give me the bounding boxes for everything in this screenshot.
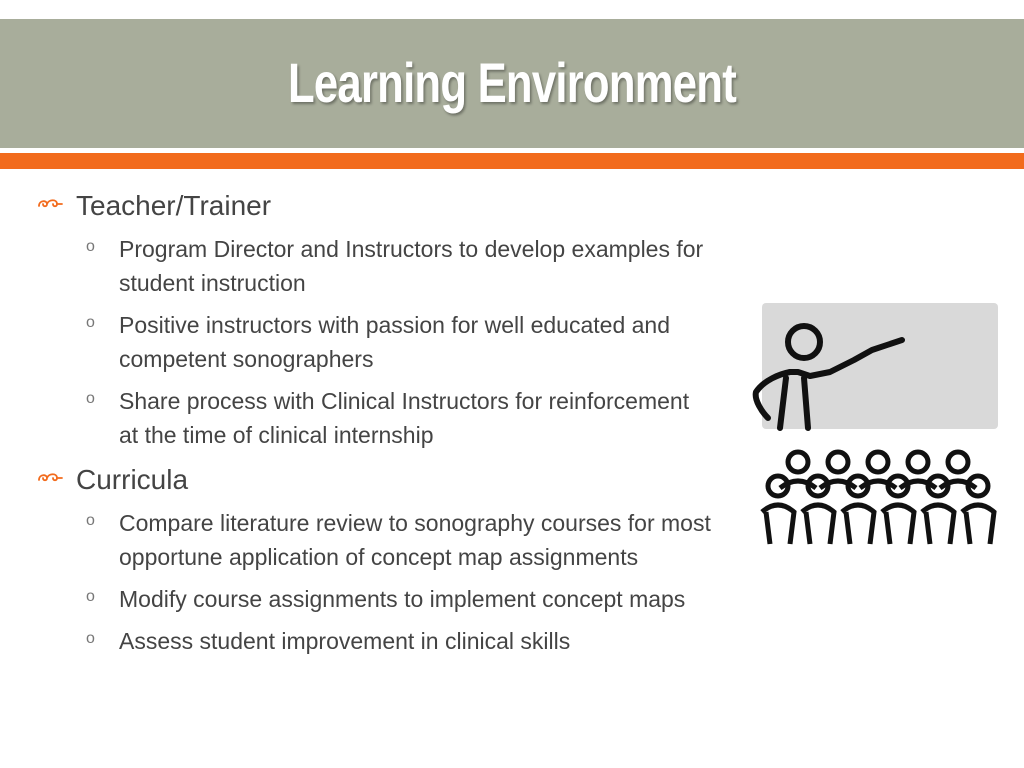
sub-bullet-marker: o xyxy=(86,512,95,529)
slide-body xyxy=(36,186,776,666)
list-item-text: Modify course assignments to implement concept maps xyxy=(119,586,686,612)
list-item-text: Assess student improvement in clinical skills xyxy=(119,628,571,654)
list-item-text: Compare literature review to sonography courses for most opportune application of concept map assignments xyxy=(119,510,711,570)
list-item xyxy=(36,308,776,376)
topic-curricula xyxy=(36,460,776,500)
sub-bullet-marker: o xyxy=(86,630,95,647)
list-item-text: Share process with Clinical Instructors for reinforcement at the time of clinical internship xyxy=(119,388,690,448)
sub-bullet-marker: o xyxy=(86,314,95,331)
accent-band xyxy=(0,153,1024,169)
list-item-text: Program Director and Instructors to develop examples for student instruction xyxy=(119,236,704,296)
topic-label: Teacher/Trainer xyxy=(76,190,272,221)
swirl-bullet-icon xyxy=(36,470,64,484)
list-item xyxy=(36,384,776,452)
list-item xyxy=(36,232,776,300)
sub-bullet-marker: o xyxy=(86,390,95,407)
students-icon xyxy=(762,452,994,544)
list-item xyxy=(36,506,776,574)
slide-title: Learning Environment xyxy=(288,51,736,114)
board-icon xyxy=(762,303,998,429)
teacher-presenting-to-class-icon xyxy=(750,300,1002,550)
sub-bullet-marker: o xyxy=(86,588,95,605)
sub-bullet-marker: o xyxy=(86,238,95,255)
list-item-text: Positive instructors with passion for well educated and competent sonographers xyxy=(119,312,671,372)
list-item xyxy=(36,624,776,658)
swirl-bullet-icon xyxy=(36,196,64,210)
topic-teacher-trainer xyxy=(36,186,776,226)
list-item xyxy=(36,582,776,616)
topic-label: Curricula xyxy=(76,464,189,495)
